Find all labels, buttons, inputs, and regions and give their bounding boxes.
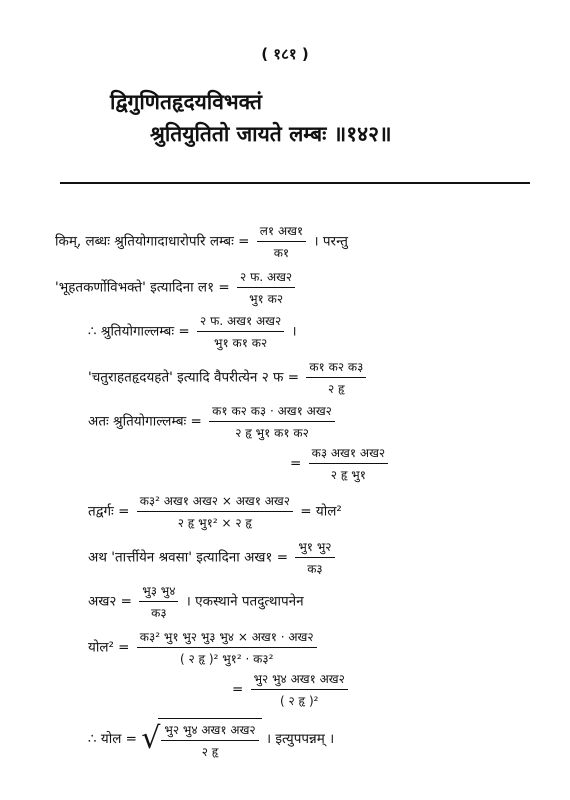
- denominator: २ हृ: [201, 745, 219, 759]
- numerator: क३² भु१ भु२ भु३ भु४ × अख१ · अख२: [137, 628, 317, 648]
- denominator: २ हृ भु१ क१ क२: [235, 426, 309, 440]
- equation-line: [232, 670, 351, 709]
- denominator: २ हृ: [328, 382, 345, 396]
- equation-suffix: । इत्युपपन्नम् ।: [265, 731, 335, 747]
- numerator: २ फ. अख२: [237, 268, 295, 288]
- fraction: [209, 402, 335, 441]
- numerator: क३ अख१ अख२: [309, 444, 389, 464]
- fraction: [197, 312, 284, 351]
- equation-line: [88, 582, 304, 621]
- fraction: [139, 582, 178, 621]
- equation-suffix: ।: [291, 323, 297, 340]
- fraction: [161, 721, 258, 760]
- equation-text: अख२ =: [88, 593, 132, 610]
- equation-suffix: = योल²: [300, 503, 342, 520]
- radicand: [158, 718, 261, 760]
- numerator: २ फ. अख१ अख२: [197, 312, 284, 332]
- equation-line: [55, 222, 348, 261]
- fraction: [237, 268, 295, 307]
- equation-suffix: । एकस्थाने पतदुत्थापनेन: [185, 593, 304, 610]
- square-root-sign: √: [141, 721, 161, 756]
- fraction: [257, 222, 306, 261]
- page-number: ( १८१ ): [261, 45, 309, 63]
- verse-line-2: श्रुतियुतितो जायते लम्बः ॥१४२॥: [150, 122, 392, 146]
- numerator: क१ क२ क३ · अख१ अख२: [209, 402, 335, 422]
- verse-line-1: द्विगुणितहृदयविभक्तं: [110, 90, 262, 114]
- equation-text: 'चतुराहतहृदयहते' इत्यादि वैपरीत्येन २ फ =: [88, 369, 300, 386]
- equation-line: [88, 312, 297, 351]
- numerator: भु३ भु४: [139, 582, 178, 602]
- fraction: [309, 444, 389, 483]
- equation-text: =: [290, 455, 302, 472]
- numerator: क१ क२ क३: [306, 358, 366, 378]
- equation-text: ∴ श्रुतियोगाल्लम्बः =: [88, 323, 190, 340]
- fraction: [137, 628, 317, 667]
- equation-text: 'भूहतकर्णोविभक्ते' इत्यादिना ल१ =: [55, 279, 230, 296]
- denominator: भु१ क१ क२: [214, 336, 268, 350]
- numerator: भु१ भु२: [295, 538, 334, 558]
- equation-line: [55, 268, 298, 307]
- equation-text: ∴ योल =: [88, 731, 137, 747]
- numerator: ल१ अख१: [257, 222, 306, 242]
- denominator: क३: [307, 562, 323, 576]
- numerator: क३² अख१ अख२ × अख१ अख२: [137, 492, 293, 512]
- fraction: [251, 670, 348, 709]
- equation-line: [88, 492, 342, 531]
- equation-text: अथ 'तार्त्तीयेन श्रवसा' इत्यादिना अख१ =: [88, 549, 289, 566]
- denominator: क३: [151, 606, 167, 620]
- numerator: भु२ भु४ अख१ अख२: [161, 721, 258, 741]
- denominator: २ हृ भु१² × २ हृ: [177, 516, 252, 530]
- equation-line: [88, 358, 369, 397]
- fraction: [295, 538, 334, 577]
- denominator: क१: [273, 246, 290, 260]
- numerator: भु२ भु४ अख१ अख२: [251, 670, 348, 690]
- denominator: भु१ क२: [249, 292, 284, 306]
- equation-line: [88, 628, 320, 667]
- equation-text: किम्, लब्धः श्रुतियोगादाधारोपरि लम्बः =: [55, 233, 250, 250]
- equation-text: तद्वर्गः =: [88, 503, 130, 520]
- denominator: ( २ हृ )² भु१² · क३²: [179, 652, 274, 666]
- equation-line: [88, 402, 338, 441]
- equation-text: अतः श्रुतियोगाल्लम्बः =: [88, 413, 202, 430]
- fraction: [137, 492, 293, 531]
- equation-line: [290, 444, 391, 483]
- equation-text: योल² =: [88, 639, 130, 656]
- denominator: २ हृ भु१: [330, 468, 366, 482]
- denominator: ( २ हृ )²: [280, 694, 319, 708]
- equation-text: =: [232, 681, 244, 698]
- section-divider: [60, 182, 530, 184]
- equation-line: [88, 538, 338, 577]
- equation-suffix: । परन्तु: [313, 233, 348, 250]
- fraction: [306, 358, 366, 397]
- equation-line: [88, 718, 334, 760]
